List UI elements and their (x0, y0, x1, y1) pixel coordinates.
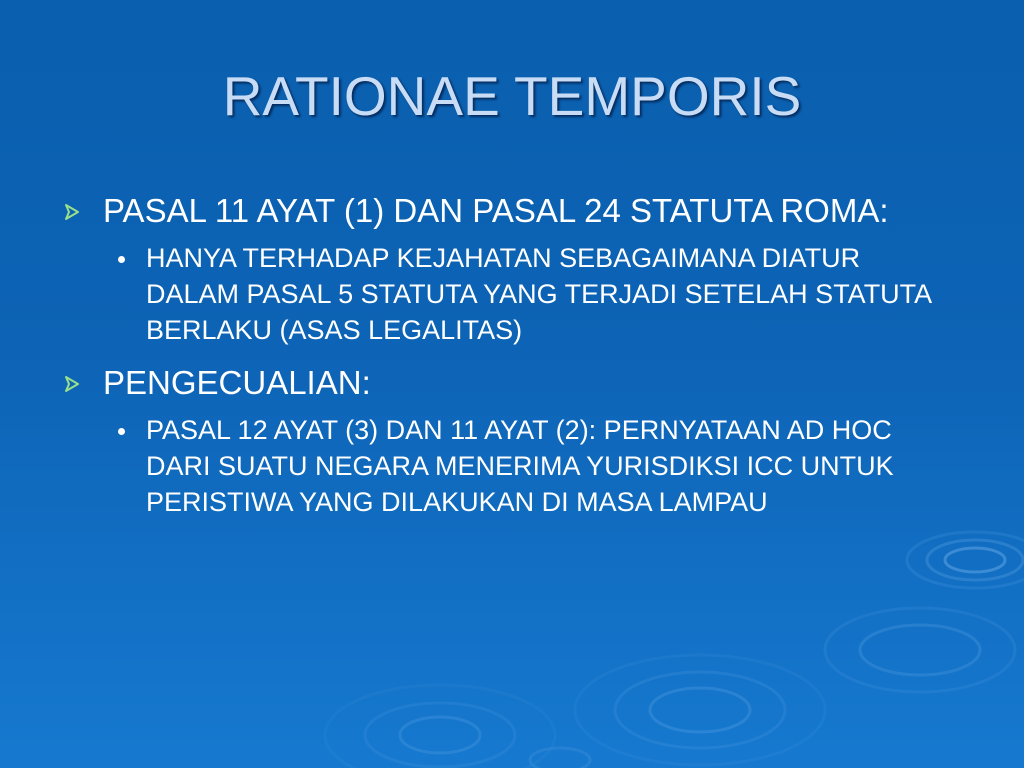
bullet-list (60, 190, 960, 534)
bullet-text: PENGECUALIAN: (103, 364, 371, 401)
slide-title: RATIONAE TEMPORIS (222, 65, 802, 127)
arrow-bullet-icon (63, 375, 81, 393)
bullet-item (60, 190, 960, 232)
dot-bullet-icon (118, 428, 125, 435)
sub-bullet-item (60, 412, 960, 520)
sub-bullet-text: PASAL 12 AYAT (3) DAN 11 AYAT (2): PERNYATAAN AD HOC DARI SUATU NEGARA MENERIMA YURISDIKSI ICC UNTUK PERISTIWA YANG DILAKUKAN DI MASA LAMPAU (146, 415, 894, 517)
dot-bullet-icon (118, 256, 125, 263)
bullet-item (60, 362, 960, 404)
arrow-bullet-icon (63, 203, 81, 221)
sub-bullet-text: HANYA TERHADAP KEJAHATAN SEBAGAIMANA DIATUR DALAM PASAL 5 STATUTA YANG TERJADI SETELAH STATUTA BERLAKU (ASAS LEGALITAS) (146, 243, 931, 345)
sub-bullet-item (60, 240, 960, 348)
bullet-text: PASAL 11 AYAT (1) DAN PASAL 24 STATUTA ROMA: (103, 192, 889, 229)
